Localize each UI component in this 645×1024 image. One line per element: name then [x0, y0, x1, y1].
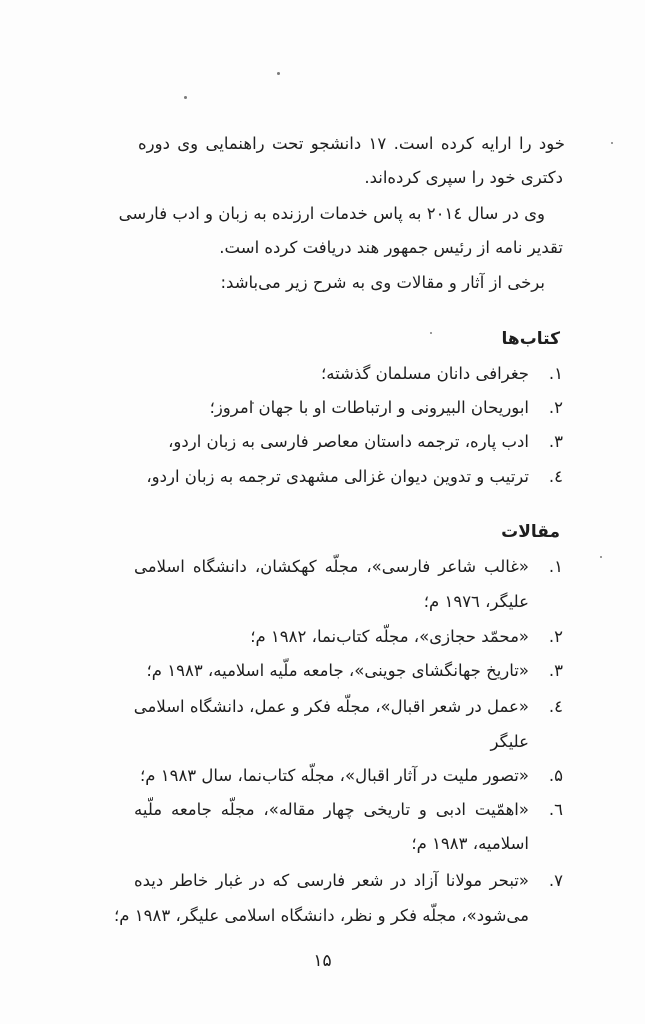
article-line: «تصور ملیت در آثار اقبال»، مجلّه کتاب‌نما، سال ۱۹۸۳ م؛ [140, 766, 529, 785]
book-number: ۳. [548, 432, 563, 451]
book-title: ابوریحان البیرونی و ارتباطات او با جهان امروز؛ [209, 398, 529, 417]
article-line: «اهمّیت ادبی و تاریخی چهار مقاله»، مجلّه جامعه ملّیه [134, 800, 529, 819]
article-line: «تاریخ جهانگشای جوینی»، جامعه ملّیه اسلامیه، ۱۹۸۳ م؛ [146, 661, 529, 680]
scan-speck [430, 332, 432, 334]
books-heading: کتاب‌ها [501, 329, 560, 349]
article-number: ۳. [548, 661, 563, 680]
intro-line: دکتری خود را سپری کرده‌اند. [364, 168, 563, 187]
book-title: جغرافی دانان مسلمان گذشته؛ [320, 364, 529, 383]
book-title: ادب پاره، ترجمه داستان معاصر فارسی به زبان اردو، [168, 432, 529, 451]
article-line: علیگر [490, 732, 529, 751]
scan-speck [600, 556, 602, 558]
article-line: «تبحر مولانا آزاد در شعر فارسی که در غبار خاطر دیده [134, 871, 529, 890]
page-number: ۱۵ [313, 951, 332, 971]
intro-line: وی در سال ۲۰۱٤ به پاس خدمات ارزنده به زبان و ادب فارسی [118, 204, 545, 223]
article-number: ۷. [548, 871, 563, 890]
book-number: ۲. [548, 398, 563, 417]
articles-heading: مقالات [501, 522, 560, 542]
intro-line: خود را ارایه کرده است. ۱۷ دانشجو تحت راهنمایی وی دوره [138, 134, 566, 153]
book-title: ترتیب و تدوین دیوان غزالی مشهدی ترجمه به زبان اردو، [146, 467, 529, 486]
article-line: می‌شود»، مجلّه فکر و نظر، دانشگاه اسلامی علیگر، ۱۹۸۳ م؛ [114, 906, 529, 925]
book-number: ٤. [548, 467, 563, 486]
scan-speck [184, 96, 187, 99]
article-number: ٤. [548, 697, 563, 716]
article-number: ۱. [548, 557, 563, 576]
article-line: «عمل در شعر اقبال»، مجلّه فکر و عمل، دانشگاه اسلامی [133, 697, 529, 716]
article-line: «غالب شاعر فارسی»، مجلّه کهکشان، دانشگاه اسلامی [134, 557, 529, 576]
article-line: اسلامیه، ۱۹۸۳ م؛ [411, 834, 529, 853]
article-line: علیگر، ۱۹۷٦ م؛ [423, 592, 529, 611]
scan-speck [611, 142, 613, 144]
article-line: «محمّد حجازی»، مجلّه کتاب‌نما، ۱۹۸۲ م؛ [250, 627, 529, 646]
article-number: ٦. [548, 800, 563, 819]
intro-line: برخی از آثار و مقالات وی به شرح زیر می‌باشد: [220, 273, 545, 292]
scan-speck [277, 72, 280, 75]
intro-line: تقدیر نامه از رئیس جمهور هند دریافت کرده است. [219, 238, 563, 257]
article-number: ۵. [548, 766, 563, 785]
article-number: ۲. [548, 627, 563, 646]
book-number: ۱. [548, 364, 563, 383]
